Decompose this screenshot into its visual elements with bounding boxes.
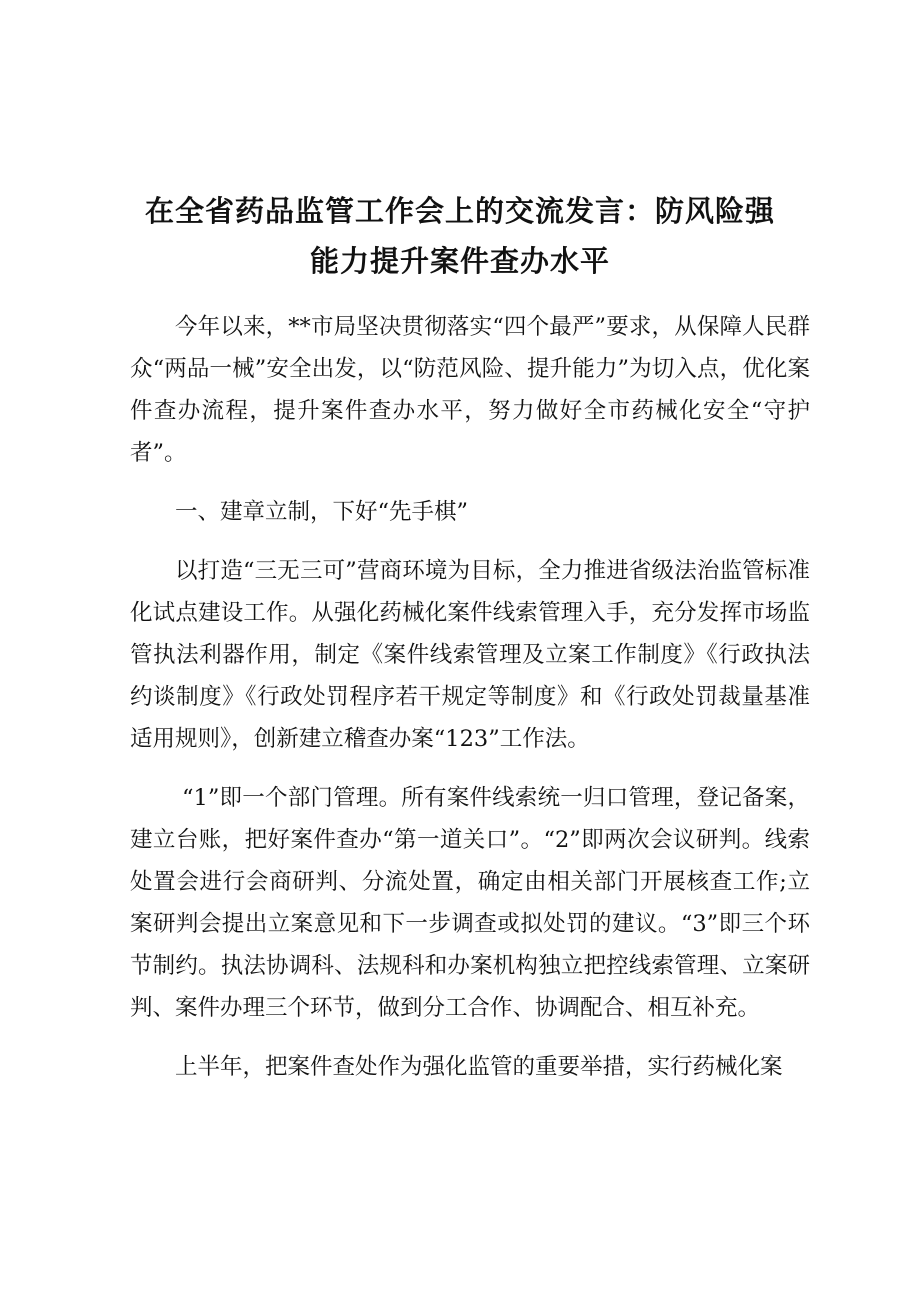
title-line-2: 能力提升案件查办水平 bbox=[309, 244, 610, 278]
section-heading-1: 一、建章立制，下好“先手棋” bbox=[175, 499, 469, 525]
document-title bbox=[110, 186, 810, 286]
title-line-1: 在全省药品监管工作会上的交流发言：防风险强 bbox=[144, 194, 775, 228]
document-body bbox=[130, 306, 810, 1088]
paragraph-intro: 今年以来，**市局坚决贯彻落实“四个最严”要求，从保障人民群众“两品一械”安全出发，以“防范风险、提升能力”为切入点，优化案件查办流程，提升案件查办水平，努力做好全市药械化安全“守护者”。 bbox=[130, 314, 810, 466]
paragraph-first-half: 上半年，把案件查处作为强化监管的重要举措，实行药械化案 bbox=[175, 1054, 783, 1080]
paragraph-123-method: “1”即一个部门管理。所有案件线索统一归口管理，登记备案，建立台账，把好案件查办“第一道关口”。“2”即两次会议研判。线索处置会进行会商研判、分流处置，确定由相关部门开展核查工作;立案研判会提出立案意见和下一步调查或拟处罚的建议。“3”即三个环节制约。执法协调科、法规科和办案机构独立把控线索管理、立案研判、案件办理三个环节，做到分工合作、协调配合、相互补充。 bbox=[130, 785, 810, 1021]
paragraph-regulations: 以打造“三无三可”营商环境为目标，全力推进省级法治监管标准化试点建设工作。从强化药械化案件线索管理入手，充分发挥市场监管执法利器作用，制定《案件线索管理及立案工作制度》《行政执法约谈制度》《行政处罚程序若干规定等制度》和《行政处罚裁量基准适用规则》，创新建立稽查办案“123”工作法。 bbox=[130, 558, 810, 752]
